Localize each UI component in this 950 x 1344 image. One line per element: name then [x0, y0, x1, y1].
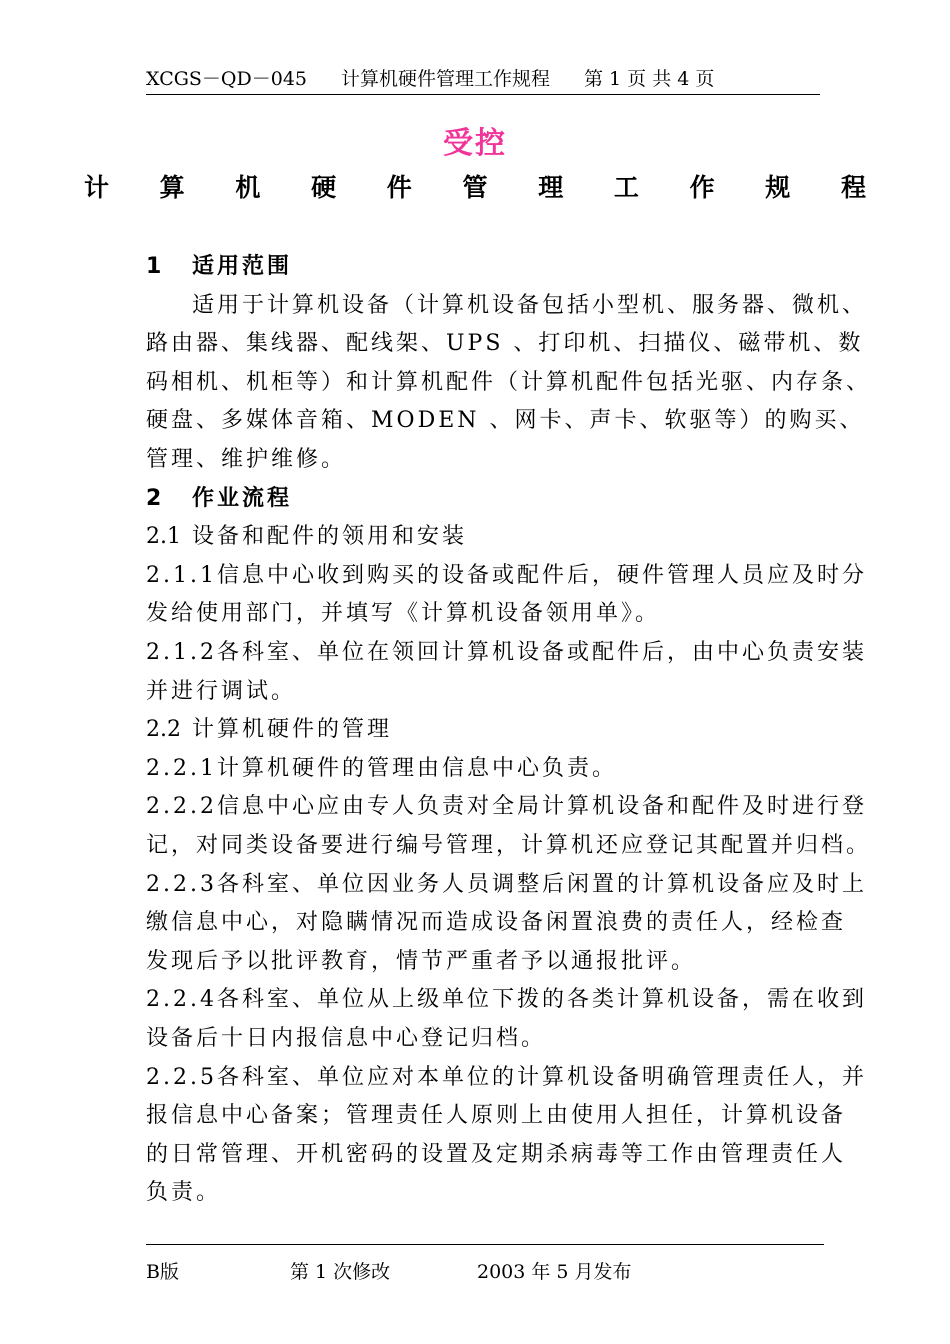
section-heading [146, 249, 292, 280]
body-line: 2.2.3各科室、单位因业务人员调整后闲置的计算机设备应及时上 [146, 872, 867, 897]
section-number: 1 [146, 254, 162, 279]
body-line: 设备后十日内报信息中心登记归档。 [146, 1026, 547, 1051]
body-line: 记，对同类设备要进行编号管理，计算机还应登记其配置并归档。 [146, 833, 872, 858]
body-line: 负责。 [146, 1180, 222, 1205]
body-line: 2.2.2信息中心应由专人负责对全局计算机设备和配件及时进行登 [146, 794, 867, 819]
body-line: 2.2.5各科室、单位应对本单位的计算机设备明确管理责任人，并 [146, 1065, 867, 1090]
subsection-heading [146, 519, 467, 550]
body-line: 2.1.2各科室、单位在领回计算机设备或配件后，由中心负责安装 [146, 640, 867, 665]
subsection-heading [146, 712, 392, 743]
section-number: 2 [146, 486, 162, 511]
body-line: 2.1.1信息中心收到购买的设备或配件后，硬件管理人员应及时分 [146, 563, 867, 588]
header-rule [146, 94, 820, 95]
subsection-number: 2.1 [146, 524, 181, 549]
section-title: 作业流程 [192, 486, 293, 511]
subsection-number: 2.2 [146, 717, 181, 742]
body-line: 发给使用部门，并填写《计算机设备领用单》。 [146, 601, 661, 626]
publish-date: 2003 年 5 月发布 [477, 1261, 632, 1283]
body-line: 报信息中心备案；管理责任人原则上由使用人担任，计算机设备 [146, 1103, 847, 1128]
body-line: 硬盘、多媒体音箱、MODEN 、网卡、声卡、软驱等）的购买、 [146, 408, 865, 433]
revision-label: 第 1 次修改 [290, 1261, 391, 1283]
subsection-title: 计算机硬件的管理 [192, 717, 393, 742]
section-heading [146, 481, 292, 512]
document-title: 计 算 机 硬 件 管 理 工 作 规 程 [83, 173, 888, 202]
footer-rule [146, 1244, 824, 1245]
body-line: 发现后予以批评教育，情节严重者予以通报批评。 [146, 949, 697, 974]
section-title: 适用范围 [192, 254, 293, 279]
body-line: 码相机、机柜等）和计算机配件（计算机配件包括光驱、内存条、 [146, 370, 872, 395]
body-line: 适用于计算机设备（计算机设备包括小型机、服务器、微机、 [192, 293, 868, 318]
header-title: 计算机硬件管理工作规程 [341, 68, 551, 90]
body-line: 的日常管理、开机密码的设置及定期杀病毒等工作由管理责任人 [146, 1142, 847, 1167]
body-line: 2.2.1计算机硬件的管理由信息中心负责。 [146, 756, 617, 781]
page-number: 第 1 页 共 4 页 [584, 68, 715, 90]
version-label: B版 [146, 1261, 179, 1283]
body-line: 缴信息中心，对隐瞒情况而造成设备闲置浪费的责任人，经检查 [146, 910, 847, 935]
body-line: 并进行调试。 [146, 679, 297, 704]
doc-code: XCGS－QD－045 [146, 68, 307, 90]
body-line: 路由器、集线器、配线架、UPS 、打印机、扫描仪、磁带机、数 [146, 331, 864, 356]
subsection-title: 设备和配件的领用和安装 [192, 524, 468, 549]
body-line: 2.2.4各科室、单位从上级单位下拨的各类计算机设备，需在收到 [146, 987, 867, 1012]
body-line: 管理、维护维修。 [146, 447, 347, 472]
controlled-stamp: 受控 [443, 126, 507, 161]
